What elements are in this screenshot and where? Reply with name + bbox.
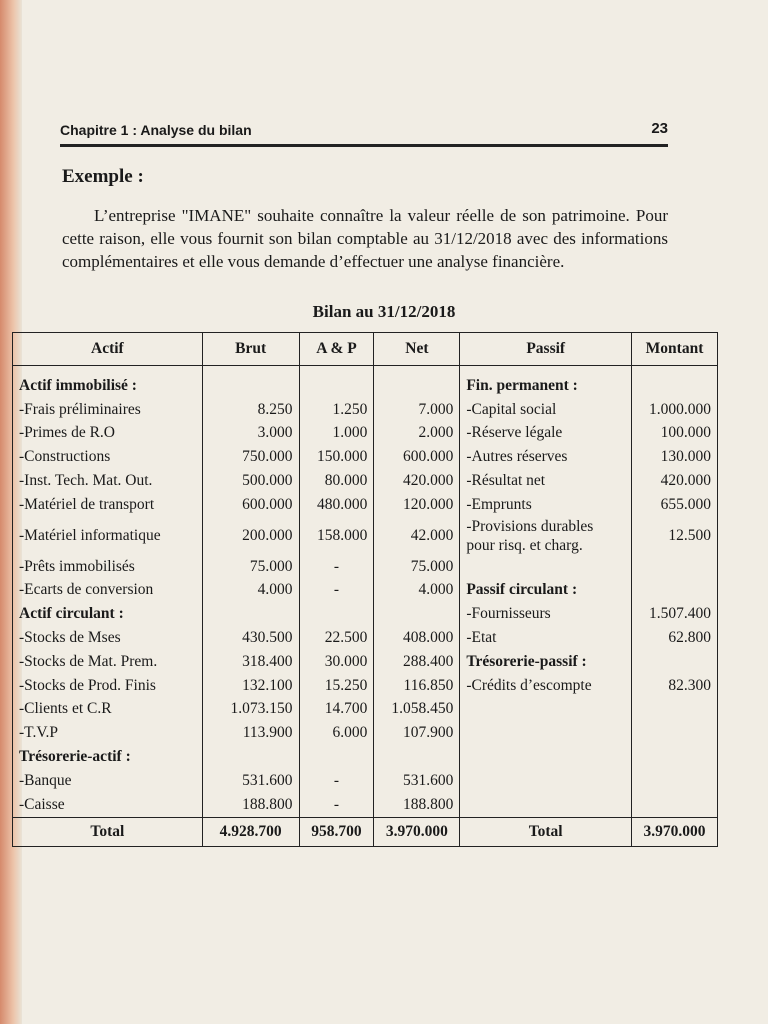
- ap-value: 22.500: [299, 626, 374, 650]
- actif-label: -T.V.P: [13, 721, 203, 745]
- actif-label: -Inst. Tech. Mat. Out.: [13, 469, 203, 493]
- brut-value: 75.000: [202, 555, 299, 579]
- brut-value: 750.000: [202, 445, 299, 469]
- passif-label: [460, 793, 632, 817]
- table-row: [13, 555, 718, 579]
- montant-value: 82.300: [632, 674, 718, 698]
- passif-label: Passif circulant :: [460, 579, 632, 603]
- example-heading: Exemple :: [62, 166, 144, 187]
- net-value: 116.850: [374, 674, 460, 698]
- total-montant: 3.970.000: [632, 817, 718, 846]
- net-value: 42.000: [374, 517, 460, 555]
- ap-value: [299, 366, 374, 398]
- brut-value: [202, 366, 299, 398]
- actif-label: Actif immobilisé :: [13, 366, 203, 398]
- table-row: [13, 674, 718, 698]
- brut-value: 113.900: [202, 721, 299, 745]
- table-row: [13, 579, 718, 603]
- table-row: [13, 493, 718, 517]
- brut-value: 531.600: [202, 769, 299, 793]
- total-brut: 4.928.700: [202, 817, 299, 846]
- total-net: 3.970.000: [374, 817, 460, 846]
- montant-value: 12.500: [632, 517, 718, 555]
- net-value: 188.800: [374, 793, 460, 817]
- ap-value: 480.000: [299, 493, 374, 517]
- montant-value: [632, 793, 718, 817]
- ap-value: -: [299, 769, 374, 793]
- net-value: [374, 366, 460, 398]
- net-value: 288.400: [374, 650, 460, 674]
- balance-sheet-table: [12, 332, 718, 847]
- table-row: [13, 398, 718, 422]
- page-header: [60, 118, 668, 147]
- brut-value: [202, 602, 299, 626]
- net-value: 531.600: [374, 769, 460, 793]
- montant-value: 1.000.000: [632, 398, 718, 422]
- col-header-ap: A & P: [299, 333, 374, 366]
- passif-label: -Provisions durables pour risq. et charg.: [460, 517, 632, 555]
- brut-value: 4.000: [202, 579, 299, 603]
- col-header-actif: Actif: [13, 333, 203, 366]
- chapter-title: Chapitre 1 : Analyse du bilan: [60, 122, 252, 138]
- table-body: [13, 366, 718, 818]
- col-header-passif: Passif: [460, 333, 632, 366]
- ap-value: -: [299, 793, 374, 817]
- table-row: [13, 422, 718, 446]
- total-ap: 958.700: [299, 817, 374, 846]
- montant-value: 420.000: [632, 469, 718, 493]
- actif-label: -Matériel informatique: [13, 517, 203, 555]
- intro-paragraph: [62, 204, 668, 273]
- net-value: 2.000: [374, 422, 460, 446]
- table-row: [13, 745, 718, 769]
- ap-value: [299, 602, 374, 626]
- passif-label: [460, 555, 632, 579]
- net-value: 75.000: [374, 555, 460, 579]
- ap-value: 80.000: [299, 469, 374, 493]
- actif-label: Trésorerie-actif :: [13, 745, 203, 769]
- net-value: 408.000: [374, 626, 460, 650]
- ap-value: -: [299, 555, 374, 579]
- montant-value: 100.000: [632, 422, 718, 446]
- actif-label: -Frais préliminaires: [13, 398, 203, 422]
- net-value: 600.000: [374, 445, 460, 469]
- actif-label: -Prêts immobilisés: [13, 555, 203, 579]
- table-row: [13, 469, 718, 493]
- table-row: [13, 602, 718, 626]
- ap-value: 1.000: [299, 422, 374, 446]
- passif-label: -Résultat net: [460, 469, 632, 493]
- passif-label: -Etat: [460, 626, 632, 650]
- passif-label: -Autres réserves: [460, 445, 632, 469]
- brut-value: 430.500: [202, 626, 299, 650]
- montant-value: 130.000: [632, 445, 718, 469]
- ap-value: -: [299, 579, 374, 603]
- actif-label: -Stocks de Mses: [13, 626, 203, 650]
- ap-value: 158.000: [299, 517, 374, 555]
- total-label-left: Total: [13, 817, 203, 846]
- net-value: [374, 602, 460, 626]
- net-value: 7.000: [374, 398, 460, 422]
- actif-label: -Matériel de transport: [13, 493, 203, 517]
- table-row: [13, 366, 718, 398]
- passif-label: -Crédits d’escompte: [460, 674, 632, 698]
- intro-text: L’entreprise "IMANE" souhaite connaître la valeur réelle de son patrimoine. Pour cette raison, elle vous fournit son bilan comptable au 31/12/2018 avec des informations complémentaires et elle vous demande d’effectuer une analyse financière.: [62, 206, 668, 271]
- table-row: [13, 650, 718, 674]
- brut-value: [202, 745, 299, 769]
- total-label-right: Total: [460, 817, 632, 846]
- table-row: [13, 445, 718, 469]
- montant-value: [632, 650, 718, 674]
- montant-value: [632, 745, 718, 769]
- col-header-net: Net: [374, 333, 460, 366]
- montant-value: [632, 555, 718, 579]
- table-title: Bilan au 31/12/2018: [312, 302, 456, 321]
- actif-label: -Primes de R.O: [13, 422, 203, 446]
- table-row: [13, 698, 718, 722]
- brut-value: 200.000: [202, 517, 299, 555]
- table-row: [13, 721, 718, 745]
- ap-value: 1.250: [299, 398, 374, 422]
- passif-label: Trésorerie-passif :: [460, 650, 632, 674]
- table-header-row: [13, 333, 718, 366]
- net-value: 120.000: [374, 493, 460, 517]
- brut-value: 8.250: [202, 398, 299, 422]
- brut-value: 600.000: [202, 493, 299, 517]
- passif-label: -Emprunts: [460, 493, 632, 517]
- passif-label: [460, 769, 632, 793]
- table-row: [13, 626, 718, 650]
- actif-label: -Stocks de Mat. Prem.: [13, 650, 203, 674]
- montant-value: 1.507.400: [632, 602, 718, 626]
- actif-label: -Stocks de Prod. Finis: [13, 674, 203, 698]
- page-number: 23: [651, 120, 668, 137]
- col-header-montant: Montant: [632, 333, 718, 366]
- table-row: [13, 517, 718, 555]
- table-row: [13, 769, 718, 793]
- passif-label: Fin. permanent :: [460, 366, 632, 398]
- passif-label: [460, 698, 632, 722]
- table-row: [13, 793, 718, 817]
- col-header-brut: Brut: [202, 333, 299, 366]
- passif-label: [460, 745, 632, 769]
- brut-value: 500.000: [202, 469, 299, 493]
- actif-label: -Ecarts de conversion: [13, 579, 203, 603]
- brut-value: 3.000: [202, 422, 299, 446]
- actif-label: Actif circulant :: [13, 602, 203, 626]
- montant-value: [632, 366, 718, 398]
- actif-label: -Banque: [13, 769, 203, 793]
- ap-value: 150.000: [299, 445, 374, 469]
- actif-label: -Constructions: [13, 445, 203, 469]
- brut-value: 318.400: [202, 650, 299, 674]
- ap-value: 15.250: [299, 674, 374, 698]
- net-value: 4.000: [374, 579, 460, 603]
- brut-value: 188.800: [202, 793, 299, 817]
- ap-value: 14.700: [299, 698, 374, 722]
- montant-value: 62.800: [632, 626, 718, 650]
- passif-label: -Capital social: [460, 398, 632, 422]
- actif-label: -Caisse: [13, 793, 203, 817]
- montant-value: [632, 769, 718, 793]
- ap-value: 6.000: [299, 721, 374, 745]
- net-value: [374, 745, 460, 769]
- montant-value: [632, 698, 718, 722]
- brut-value: 132.100: [202, 674, 299, 698]
- ap-value: 30.000: [299, 650, 374, 674]
- total-row: [13, 817, 718, 846]
- brut-value: 1.073.150: [202, 698, 299, 722]
- net-value: 420.000: [374, 469, 460, 493]
- passif-label: [460, 721, 632, 745]
- actif-label: -Clients et C.R: [13, 698, 203, 722]
- montant-value: 655.000: [632, 493, 718, 517]
- net-value: 107.900: [374, 721, 460, 745]
- passif-label: -Réserve légale: [460, 422, 632, 446]
- montant-value: [632, 579, 718, 603]
- net-value: 1.058.450: [374, 698, 460, 722]
- passif-label: -Fournisseurs: [460, 602, 632, 626]
- ap-value: [299, 745, 374, 769]
- montant-value: [632, 721, 718, 745]
